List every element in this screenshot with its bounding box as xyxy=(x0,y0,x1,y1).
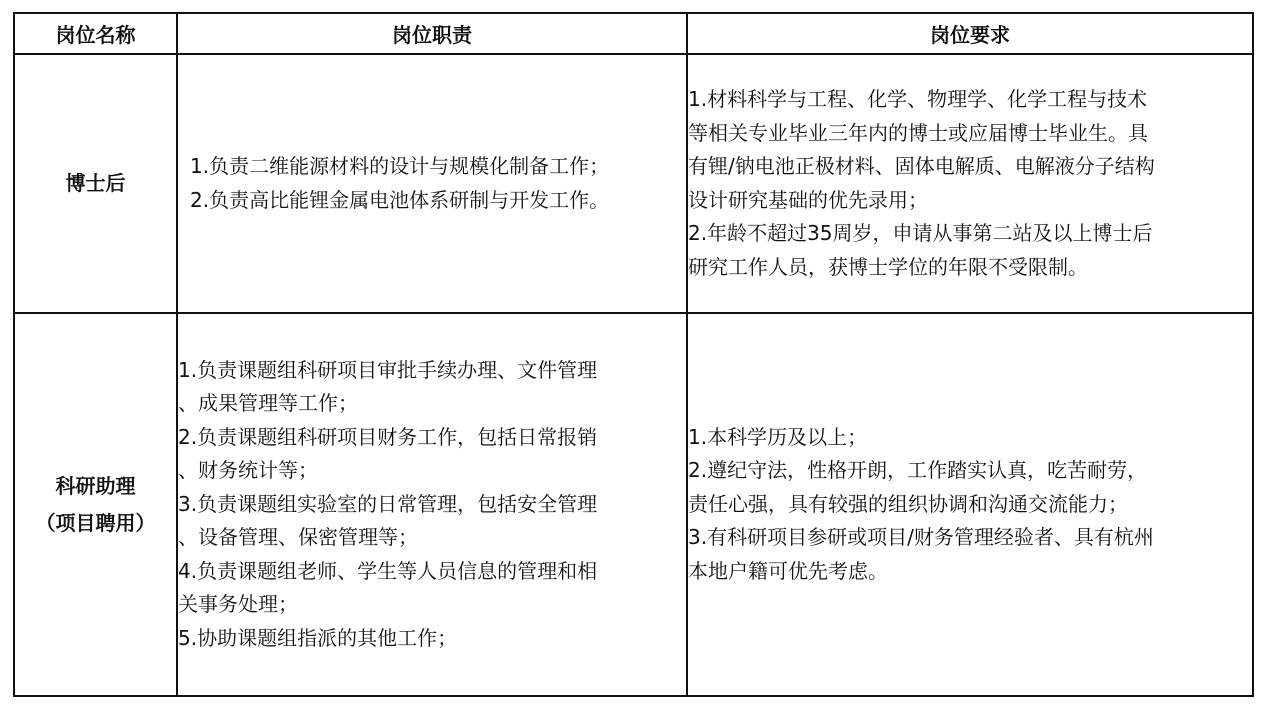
position-name: 博士后 xyxy=(65,171,126,195)
table-header-row xyxy=(14,13,1253,54)
job-positions-table xyxy=(13,12,1254,697)
position-name: 科研助理 xyxy=(55,473,136,498)
table-row-postdoc xyxy=(14,54,1253,313)
requirement-line: 1.材料科学与工程、化学、物理学、化学工程与技术 xyxy=(688,87,1148,111)
duty-line: 1.负责课题组科研项目审批手续办理、文件管理 xyxy=(178,357,598,382)
duty-line: 4.负责课题组老师、学生等人员信息的管理和相 xyxy=(178,558,598,583)
requirements-cell xyxy=(687,313,1253,696)
requirement-line: 1.本科学历及以上； xyxy=(688,424,868,449)
position-name-note: （项目聘用） xyxy=(35,510,156,535)
duty-line: 2.负责课题组科研项目财务工作，包括日常报销 xyxy=(178,424,598,449)
requirement-line: 2.遵纪守法，性格开朗，工作踏实认真，吃苦耐劳， xyxy=(688,458,1148,483)
duties-cell xyxy=(177,54,687,313)
requirement-line: 责任心强，具有较强的组织协调和沟通交流能力； xyxy=(688,491,1128,516)
header-duties: 岗位职责 xyxy=(177,13,687,54)
duty-line: 、设备管理、保密管理等； xyxy=(178,525,418,550)
duty-line: 2.负责高比能锂金属电池体系研制与开发工作。 xyxy=(190,187,610,212)
duty-line: 3.负责课题组实验室的日常管理，包括安全管理 xyxy=(178,491,598,516)
duty-line: 、成果管理等工作； xyxy=(178,391,358,416)
requirement-line: 研究工作人员，获博士学位的年限不受限制。 xyxy=(688,254,1088,279)
requirements-cell xyxy=(687,54,1253,313)
requirement-line: 等相关专业毕业三年内的博士或应届博士毕业生。具 xyxy=(688,120,1148,145)
table-row-research-assistant xyxy=(14,313,1253,696)
position-name-cell xyxy=(14,54,177,313)
requirement-line: 有锂/钠电池正极材料、固体电解质、电解液分子结构 xyxy=(688,154,1155,178)
duty-line: 1.负责二维能源材料的设计与规模化制备工作； xyxy=(190,154,610,178)
requirement-line: 设计研究基础的优先录用； xyxy=(688,187,928,212)
duties-cell xyxy=(177,313,687,696)
header-requirements: 岗位要求 xyxy=(687,13,1253,54)
requirement-line: 本地户籍可优先考虑。 xyxy=(688,558,888,583)
header-position-name: 岗位名称 xyxy=(14,13,177,54)
duty-line: 5.协助课题组指派的其他工作； xyxy=(178,625,458,650)
requirement-line: 2.年龄不超过35周岁，申请从事第二站及以上博士后 xyxy=(688,221,1153,245)
position-name-cell xyxy=(14,313,177,696)
duty-line: 、财务统计等； xyxy=(178,458,318,483)
duty-line: 关事务处理； xyxy=(178,592,298,617)
requirement-line: 3.有科研项目参研或项目/财务管理经验者、具有杭州 xyxy=(688,525,1154,550)
